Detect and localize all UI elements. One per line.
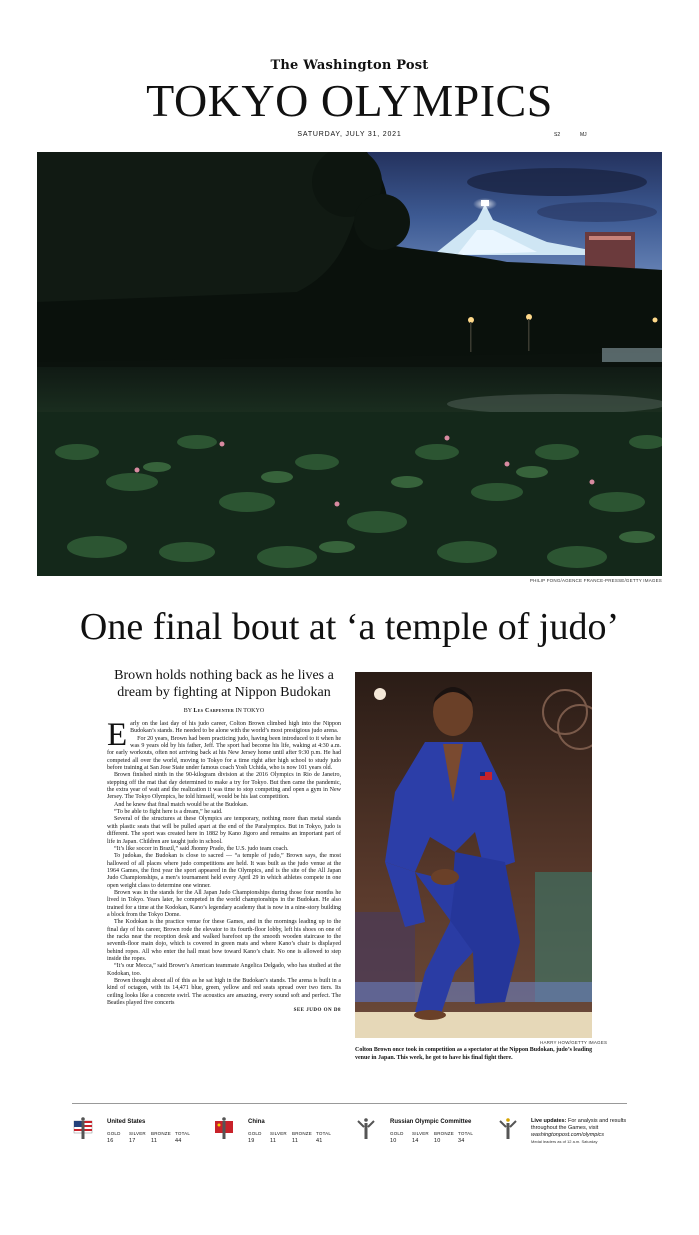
edition-code: MJ — [580, 132, 587, 138]
story-headline: One final bout at ‘a temple of judo’ — [79, 606, 620, 648]
article-paragraph: “It’s like soccer in Brazil,” said Jhonny Prado, the U.S. judo team coach. — [114, 845, 289, 852]
section-title: TOKYO OLYMPICS — [146, 75, 553, 126]
issue-date: SATURDAY, JULY 31, 2021 — [297, 131, 402, 138]
roc-figure-icon — [355, 1117, 377, 1143]
jump-line: SEE JUDO ON D8 — [293, 1008, 341, 1014]
article-paragraph: Several of the structures at these Olympics are temporary, nothing more than metal stands with plastic seats that will be pulled apart at the end of the Paralympics. But in Tokyo, judo is different. The sport was created here in 1882 by Kano Jigoro and remains an important part of life in Japan. Children are taught judo in school. — [107, 816, 341, 845]
medal-counts — [390, 1138, 480, 1144]
article-paragraph: For 20 years, Brown had been practicing judo, having been introduced to it when he was 9 years old by his father, Jeff. The sport had become his life, waking at 4:30 a.m. for early workouts, often not arriving back at his New Jersey home until after 9:30 p.m. He had competed all over the world, moving to Tokyo for a time right after high school to study judo before training at San Jose State under famous coach Yosh Uchida, who is now 101 years old. — [107, 735, 341, 772]
bronze-count: 10 — [434, 1138, 441, 1144]
live-updates-link[interactable]: washingtonpost.com/olympics — [531, 1132, 605, 1138]
hero-photo-credit: PHILIP FONG/AGENCE FRANCE-PRESSE/GETTY IMAGES — [529, 578, 662, 583]
article-paragraph: “It’s our Mecca,” said Brown’s American teammate Angelica Delgado, who has studied at the Kodokan, too. — [107, 963, 341, 977]
judoka-kneeling-image — [355, 672, 592, 1038]
budokan-dusk-image — [37, 152, 662, 576]
medal-headers: GOLD SILVER BRONZE TOTAL — [390, 1131, 474, 1136]
bronze-count: 11 — [292, 1138, 299, 1144]
article-paragraph: To judokas, the Budokan is close to sacred — “a temple of judo,” Brown says, the most hallowed of all places where judo competitions are held. It was built as the judo venue at the 1964 Games, the first year the sport appeared in the Olympics, and is the site of the All Japan Judo Championships, a men’s tournament held every April 29 in which athletes compete in one open weight class to determine one winner. — [107, 853, 341, 889]
drop-cap: E — [107, 717, 128, 753]
story-deck: Brown holds nothing back as he lives a dream by fighting at Nippon Budokan — [114, 668, 334, 700]
silver-count: 17 — [129, 1138, 136, 1144]
athlete-photo-caption: Colton Brown once took in competition as a spectator at the Nippon Budokan, judo’s leading venue in Japan. This week, he got to have his final fight there. — [355, 1047, 593, 1061]
article-paragraph: Brown thought about all of this as he sat high in the Budokan’s stands. The arena is built in a kind of octagon, with its 14,471 blue, green, yellow and red seats spread over two tiers. Its ceiling looks like a concrete swirl. The acoustics are amazing, every sound soft and perfect. The Beatles played five concerts — [107, 978, 341, 1007]
country-name: Russian Olympic Committee — [390, 1119, 472, 1125]
medal-headers: GOLD SILVER BRONZE TOTAL — [248, 1131, 332, 1136]
total-count: 34 — [458, 1138, 465, 1144]
medal-note: Medal leaders as of 12 a.m. Saturday — [531, 1139, 598, 1144]
medal-counts — [107, 1138, 197, 1144]
medal-headers: GOLD SILVER BRONZE TOTAL — [107, 1131, 191, 1136]
byline-location: IN TOKYO — [235, 708, 265, 714]
live-updates-text: For analysis and results throughout the Games, visit — [531, 1118, 627, 1131]
china-flag-figure-icon — [213, 1117, 235, 1143]
gold-count: 16 — [107, 1138, 114, 1144]
country-name: United States — [107, 1119, 146, 1125]
us-flag-figure-icon — [72, 1117, 94, 1143]
byline — [107, 708, 341, 714]
edition-code: S2 — [554, 132, 561, 138]
article-paragraph: And he knew that final match would be at the Budokan. — [114, 801, 249, 808]
silver-count: 14 — [412, 1138, 419, 1144]
total-count: 44 — [175, 1138, 182, 1144]
article-paragraph: Early on the last day of his judo career, Colton Brown climbed high into the Nippon Budokan’s stands. He needed to be alone with the world’s most prestigious judo arena. — [107, 717, 341, 753]
live-updates — [531, 1118, 641, 1145]
athlete-photo — [355, 672, 592, 1038]
bronze-count: 11 — [151, 1138, 158, 1144]
hero-photo — [37, 152, 662, 576]
divider — [72, 1103, 627, 1104]
byline-author: Les Carpenter — [193, 708, 235, 714]
article-body — [107, 717, 341, 1015]
article-paragraph: “To be able to fight here is a dream,” he said. — [114, 809, 223, 816]
article-paragraph: Brown finished ninth in the 90-kilogram division at the 2016 Olympics in Rio de Janeiro, stepping off the mat that day determined to make a try for Tokyo. But then came the pandemic, the extra year of wait and the realization it was time to stop competing and open a gym in New Jersey. The Tokyo Olympics, he told himself, would be his last competition. — [107, 772, 341, 801]
article-paragraph: The Kodokan is the practice venue for these Games, and in the mornings leading up to the final day of his career, Brown rode the elevator to its fourth-floor lobby, left his shoes on one of the racks near the reception desk and walked barefoot up the smooth wooden staircase to the seventh-floor main dojo, which is covered in green mats and where Kano’s chair is displayed behind ropes. All who enter the hall must bow toward Kano’s chair. No one is allowed to step inside the ropes. — [107, 919, 341, 962]
athlete-photo-credit: HARRY HOW/GETTY IMAGES — [540, 1040, 608, 1045]
article-paragraph: Brown was in the stands for the All Japan Judo Championships during those four months he lived in Tokyo. Years later, he competed in the world championships in the Budokan. He also trained for a time at the Kodokan, Kano’s legendary academy that is now in a nine-story building a block from the Tokyo Dome. — [107, 889, 341, 918]
masthead — [0, 58, 699, 125]
olympics-figure-icon — [497, 1117, 519, 1143]
byline-prefix: BY — [183, 708, 192, 714]
country-name: China — [248, 1119, 265, 1125]
publication-name: The Washington Post — [270, 58, 429, 73]
medal-counts — [248, 1138, 338, 1144]
total-count: 41 — [316, 1138, 323, 1144]
live-updates-label: Live updates: — [531, 1118, 567, 1124]
gold-count: 19 — [248, 1138, 255, 1144]
silver-count: 11 — [270, 1138, 277, 1144]
gold-count: 10 — [390, 1138, 397, 1144]
